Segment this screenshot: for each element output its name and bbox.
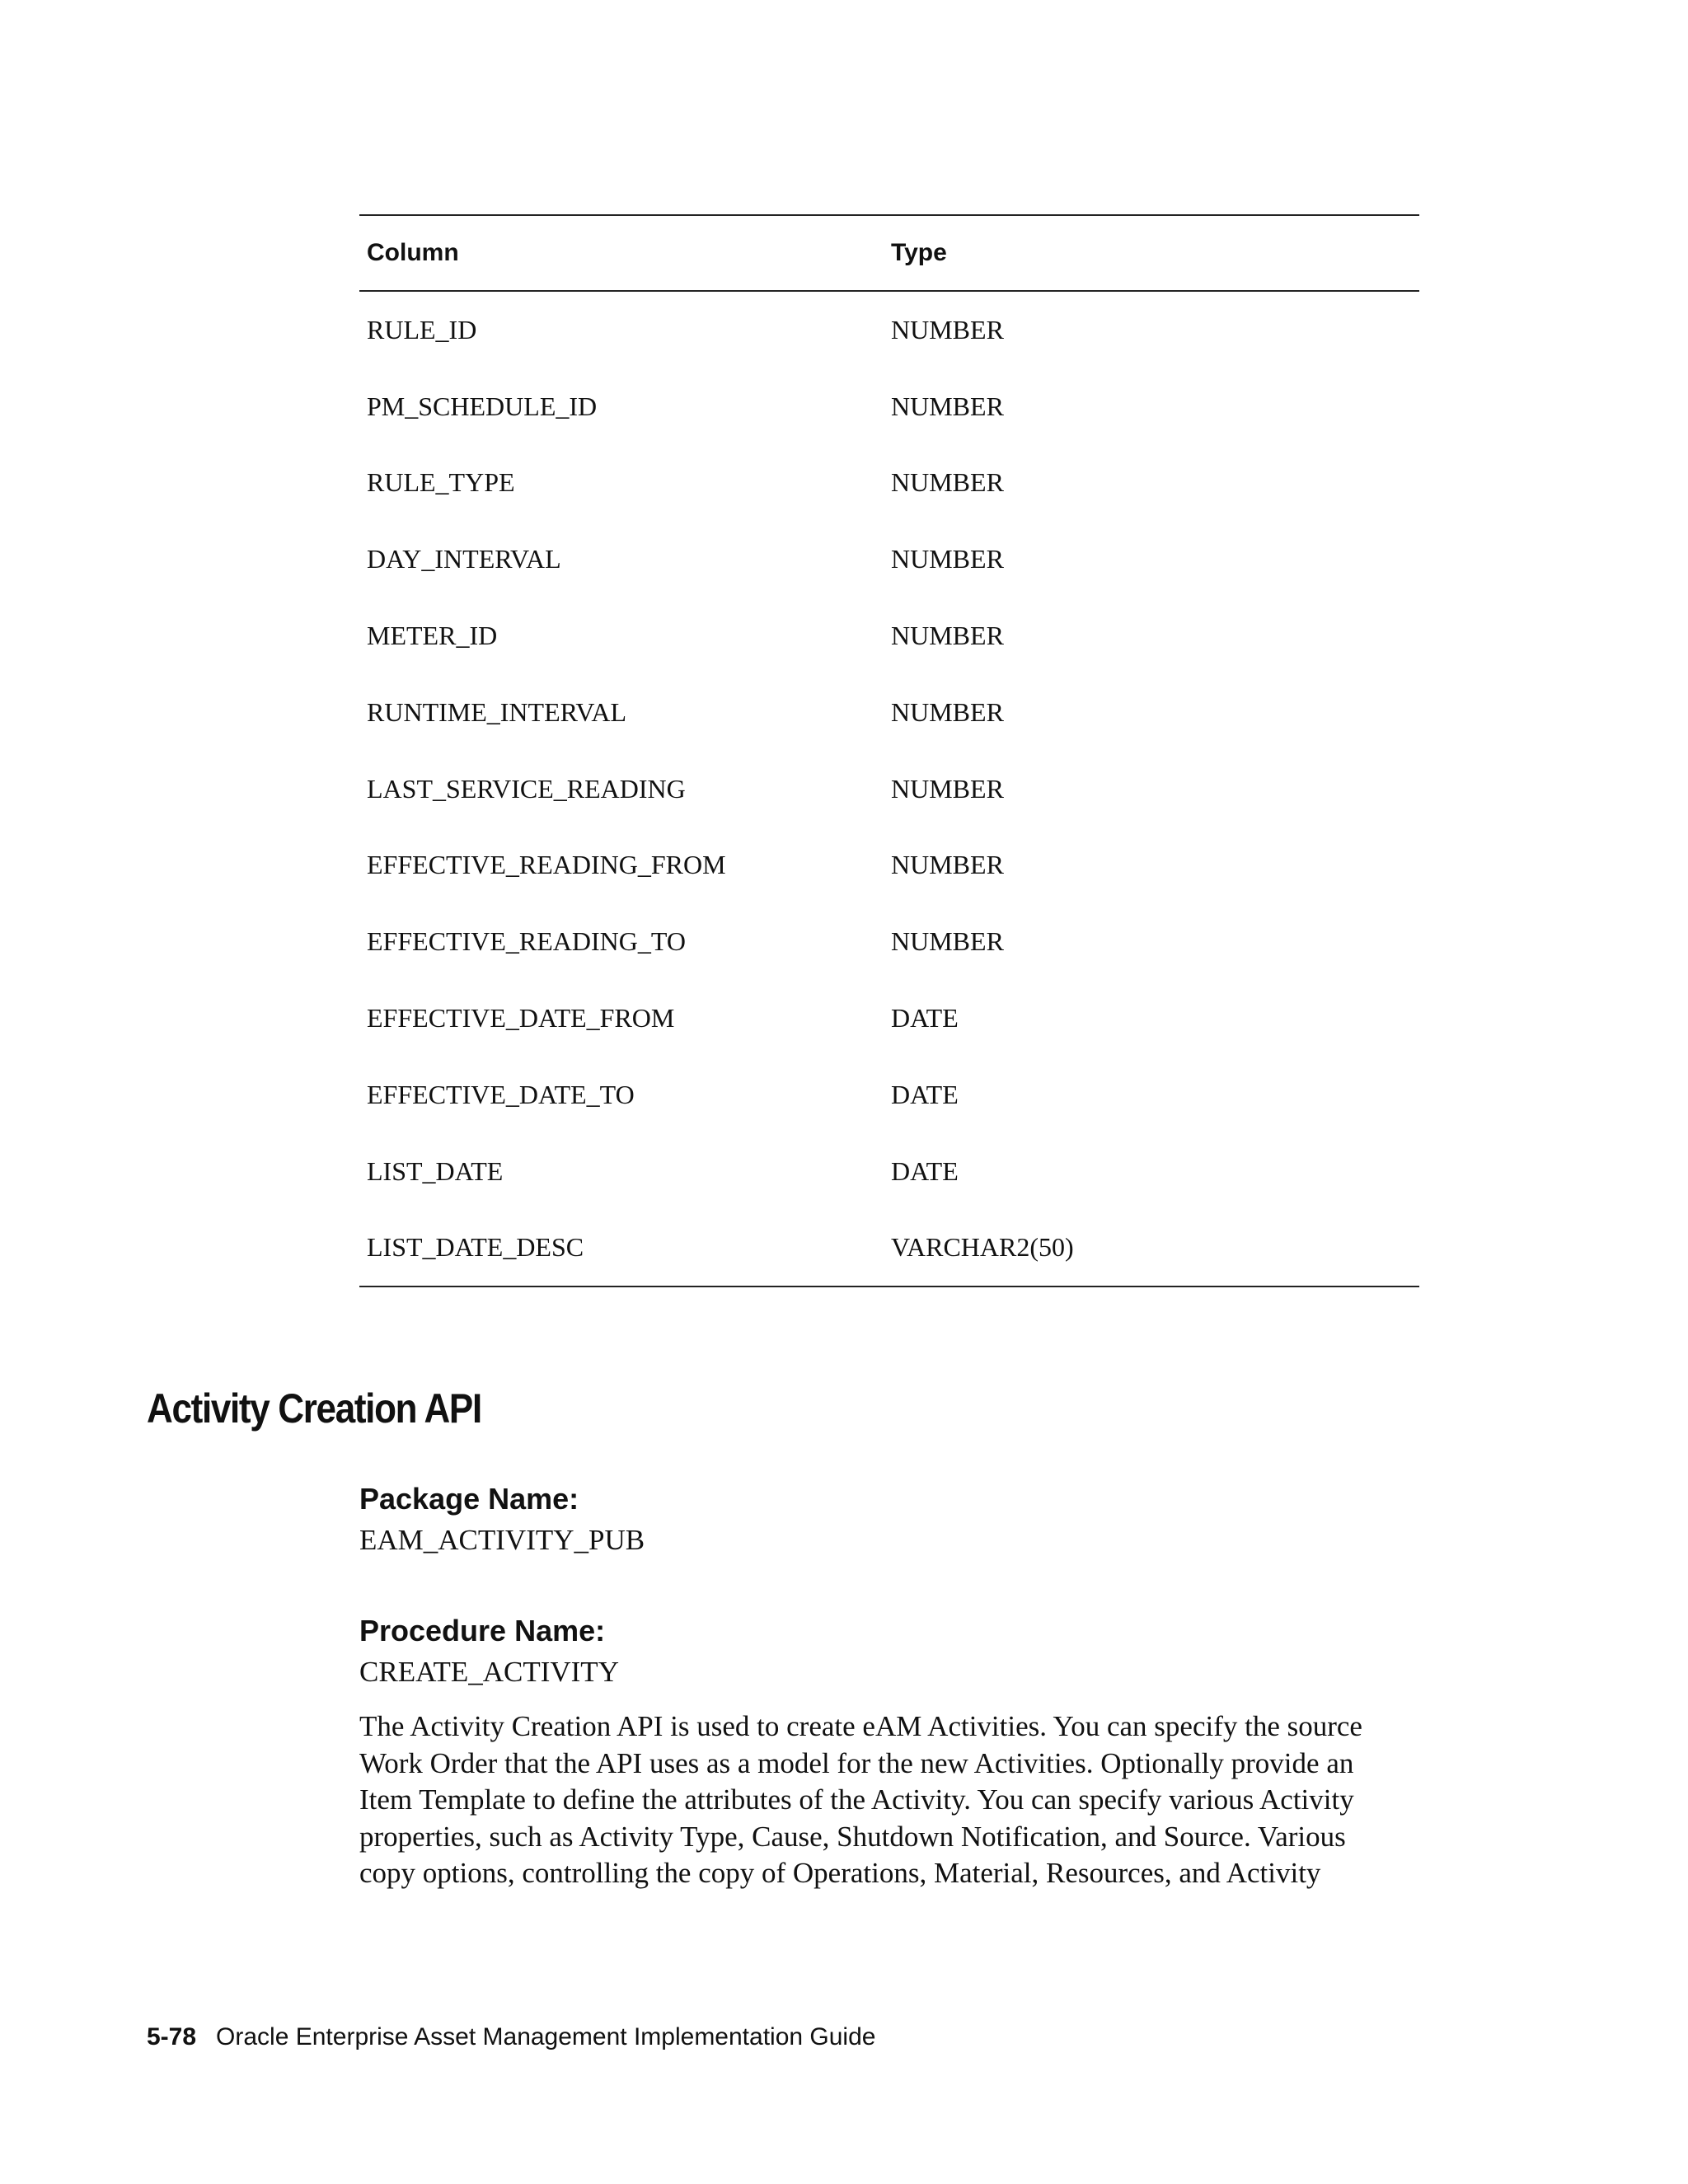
header-type: Type xyxy=(891,239,947,266)
cell-type: DATE xyxy=(891,1003,959,1033)
table-row xyxy=(359,521,1419,598)
table-row xyxy=(359,1210,1419,1286)
table-row xyxy=(359,674,1419,751)
section-content xyxy=(359,1479,1431,1892)
cell-type: NUMBER xyxy=(891,544,1004,574)
cell-column: LIST_DATE_DESC xyxy=(367,1232,584,1263)
cell-column: RULE_ID xyxy=(367,314,477,344)
cell-column: METER_ID xyxy=(367,621,498,651)
cell-type: NUMBER xyxy=(891,850,1004,880)
paragraph-line: copy options, controlling the copy of Operations, Material, Resources, and Activity xyxy=(359,1857,1321,1889)
paragraph-line: Work Order that the API uses as a model for the new Activities. Optionally provide an xyxy=(359,1746,1354,1779)
cell-type: NUMBER xyxy=(891,621,1004,651)
table-row xyxy=(359,827,1419,904)
cell-column: DAY_INTERVAL xyxy=(367,544,561,574)
cell-type: NUMBER xyxy=(891,314,1004,344)
cell-column: EFFECTIVE_READING_TO xyxy=(367,926,686,957)
table-row xyxy=(359,598,1419,674)
cell-type: NUMBER xyxy=(891,467,1004,498)
table-header-row xyxy=(359,216,1419,292)
cell-type: NUMBER xyxy=(891,773,1004,804)
table-row xyxy=(359,445,1419,522)
column-type-table xyxy=(359,214,1419,1287)
cell-type: DATE xyxy=(891,1079,959,1109)
cell-column: RUNTIME_INTERVAL xyxy=(367,696,627,727)
page-number: 5-78 xyxy=(147,2023,197,2050)
book-title: Oracle Enterprise Asset Management Implementation Guide xyxy=(216,2023,876,2050)
description-paragraph xyxy=(359,1708,1414,1892)
paragraph-line: properties, such as Activity Type, Cause, Shutdown Notification, and Source. Various xyxy=(359,1820,1346,1853)
cell-column: EFFECTIVE_DATE_FROM xyxy=(367,1003,675,1033)
cell-column: LIST_DATE xyxy=(367,1155,504,1186)
cell-type: DATE xyxy=(891,1155,959,1186)
cell-column: EFFECTIVE_READING_FROM xyxy=(367,850,726,880)
table-row xyxy=(359,1057,1419,1133)
table-row xyxy=(359,751,1419,827)
page-footer xyxy=(147,2023,875,2051)
cell-column: RULE_TYPE xyxy=(367,467,515,498)
procedure-name-label: Procedure Name: xyxy=(359,1614,606,1647)
table-bottom-rule xyxy=(359,1286,1419,1287)
cell-type: NUMBER xyxy=(891,696,1004,727)
table-row xyxy=(359,903,1419,980)
cell-column: PM_SCHEDULE_ID xyxy=(367,391,598,421)
table-row xyxy=(359,292,1419,368)
cell-type: NUMBER xyxy=(891,391,1004,421)
table-row xyxy=(359,368,1419,445)
cell-type: NUMBER xyxy=(891,926,1004,957)
section-title: Activity Creation API xyxy=(147,1385,481,1432)
package-name-label: Package Name: xyxy=(359,1482,579,1516)
table-row xyxy=(359,980,1419,1057)
header-column: Column xyxy=(367,239,459,266)
package-name-value: EAM_ACTIVITY_PUB xyxy=(359,1524,645,1556)
cell-column: LAST_SERVICE_READING xyxy=(367,773,686,804)
procedure-name-value: CREATE_ACTIVITY xyxy=(359,1656,619,1688)
paragraph-line: Item Template to define the attributes of the Activity. You can specify various Activity xyxy=(359,1783,1354,1816)
table-row xyxy=(359,1133,1419,1210)
table-body xyxy=(359,292,1419,1286)
paragraph-line: The Activity Creation API is used to create eAM Activities. You can specify the source xyxy=(359,1710,1362,1742)
cell-column: EFFECTIVE_DATE_TO xyxy=(367,1079,635,1109)
cell-type: VARCHAR2(50) xyxy=(891,1232,1074,1263)
